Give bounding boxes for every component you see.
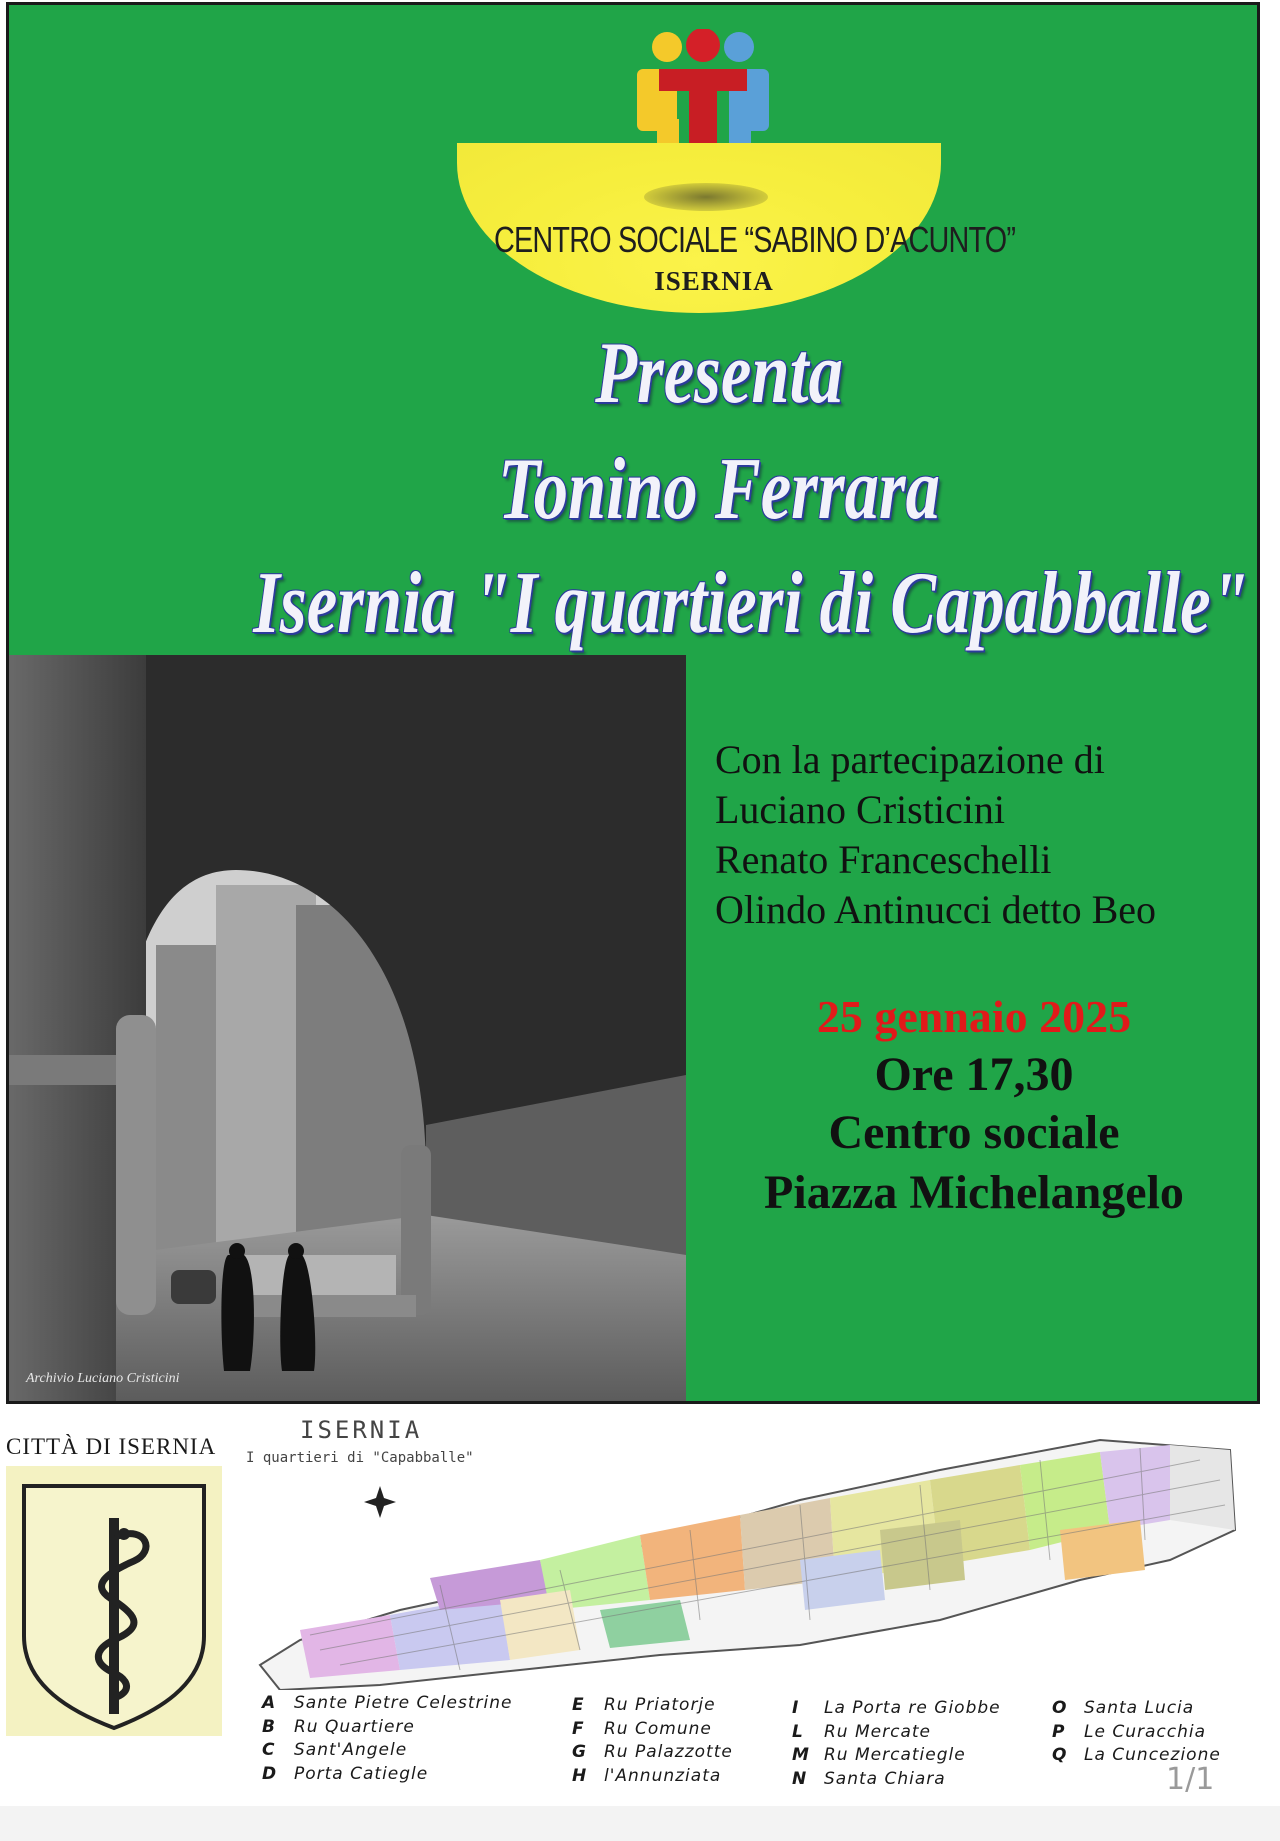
legend-item: C Sant'Angele — [262, 1740, 408, 1760]
legend-item: A Sante Pietre Celestrine — [262, 1693, 513, 1713]
logo-shadow — [644, 183, 768, 211]
legend-item: B Ru Quartiere — [262, 1716, 415, 1737]
map-legend-column — [262, 1692, 512, 1786]
legend-item: P Le Curacchia — [1052, 1721, 1206, 1742]
organization-name: CENTRO SOCIALE “SABINO D’ACUNTO” — [494, 219, 1016, 260]
page-count-indicator: 1/1 — [1166, 1762, 1215, 1797]
event-address: Piazza Michelangelo — [764, 1166, 1184, 1219]
author-heading: Tonino Ferrara — [498, 441, 940, 538]
book-title-heading: Isernia "I quartieri di Capabballe" — [253, 555, 1249, 652]
participant-name: Renato Franceschelli — [715, 837, 1052, 882]
legend-item: M Ru Mercatiegle — [792, 1745, 966, 1765]
legend-item: N Santa Chiara — [792, 1768, 946, 1789]
map-legend-column — [572, 1694, 733, 1788]
map-subtitle: I quartieri di "Capabballe" — [246, 1450, 474, 1466]
presenta-heading: Presenta — [595, 325, 843, 422]
participant-name: Olindo Antinucci detto Beo — [715, 887, 1157, 932]
legend-item: E Ru Priatorje — [572, 1695, 716, 1715]
participants — [715, 735, 1156, 935]
participation-intro: Con la partecipazione di — [715, 737, 1105, 782]
legend-item: H l'Annunziata — [572, 1765, 722, 1786]
legend-item: F Ru Comune — [572, 1718, 712, 1739]
viewer-bottom-bar — [0, 1806, 1280, 1841]
legend-item: L Ru Mercate — [792, 1721, 931, 1742]
event-time: Ore 17,30 — [874, 1048, 1074, 1101]
compass-rose-icon — [364, 1486, 396, 1518]
rod-of-asclepius-icon — [6, 1466, 222, 1736]
legend-item: G Ru Palazzotte — [572, 1742, 733, 1762]
historic-arch-photo — [6, 655, 686, 1404]
city-crest — [6, 1466, 222, 1736]
map-legend-column — [792, 1697, 1001, 1791]
legend-item: D Porta Catiegle — [262, 1763, 429, 1784]
crest-title: CITTÀ DI ISERNIA — [6, 1434, 217, 1459]
legend-item: I La Porta re Giobbe — [792, 1698, 1001, 1718]
organization-city: ISERNIA — [654, 266, 774, 296]
event-venue: Centro sociale — [828, 1106, 1120, 1159]
map-title: ISERNIA — [300, 1416, 423, 1444]
participant-name: Luciano Cristicini — [715, 787, 1005, 832]
event-date: 25 gennaio 2025 — [816, 991, 1132, 1042]
photo-caption: Archivio Luciano Cristicini — [26, 1371, 180, 1386]
legend-item: O Santa Lucia — [1052, 1698, 1195, 1718]
event-poster — [6, 2, 1260, 1404]
map-legend-column — [1052, 1697, 1221, 1768]
legend-item: Q La Cuncezione — [1052, 1745, 1221, 1765]
